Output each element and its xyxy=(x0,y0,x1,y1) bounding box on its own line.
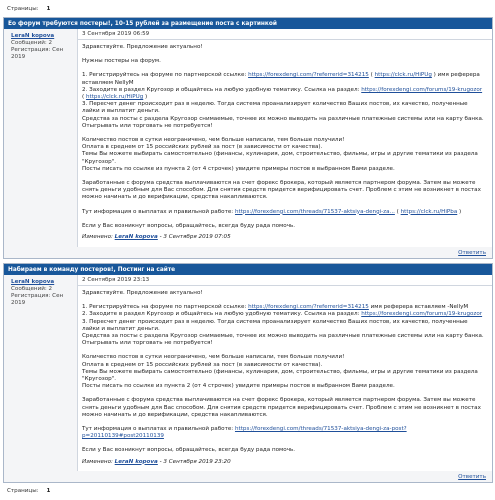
paragraph-3: Заработанные с форума средства выплачиваются на счет форекс брокера, который является партнером форума. Затем вы можете снять деньги удобным для Вас способом. Для снятия средств придется верифицировать счет. Проблем с этим не возникнет в постах можно начинать и до верификации, средства накапливаются. xyxy=(82,397,481,418)
post-2 xyxy=(3,263,493,483)
krugozor-link[interactable]: https://forexdengi.com/forums/19-krugozor xyxy=(361,311,483,318)
author-name[interactable]: LeraN kopova xyxy=(11,279,55,285)
paragraph-3: Заработанные с форума средства выплачиваются на счет форекс брокера, который является партнером форума. Затем вы можете снять деньги удобным для Вас способом. Для снятия средств придется верифицировать счет. Проблем с этим не возникнет в постах можно начинать и до верификации, средства накапливаются. xyxy=(82,180,481,201)
need-posters: Нужны постеры на форум. xyxy=(82,58,161,65)
paragraph-1: Средства за посты с раздела Кругозор снимаемые, точнее их можно выводить на различные платежные системы или на карту банка. Отыгрывать или торговать не потребуется! xyxy=(82,115,484,129)
questions: Если у Вас возникнут вопросы, обращайтесь, всегда буду рада помочь. xyxy=(82,447,296,454)
steps: 1. Регистрируйтесь на форуме по партнерской ссылке: https://forexdengi.com/?referrerid=314215 имя реферера вставляем -NellyM 2. Заходите в раздел Кругозор и общайтесь на любую удобную тематику. Ссылка на раздел: https://forexdengi.com/forums/19-krugozor 3. Пересчет денег происходит раз в неделю. Тогда система проанализирует количество Ваших постов, их качество, полученные лайки и выплатит деньги. Средства за посты с раздела Кругозор снимаемые, точнее их можно выводить на различные платежные системы или на карту банка. Отыгрывать или торговать не потребуется! xyxy=(82,304,484,347)
edited-by[interactable]: LeraN kopova xyxy=(114,234,158,241)
author-registration-year: 2019 xyxy=(11,54,26,60)
referral-link[interactable]: https://forexdengi.com/?referrerid=314215 xyxy=(248,72,369,79)
short-link-2[interactable]: https://clck.ru/HiPUg xyxy=(85,94,144,101)
payouts-line: Тут информация о выплатах и правильной работе: https://forexdengi.com/threads/71537-aktsiya-dengi-za... ( https://clck.ru/HiPba ) xyxy=(82,208,462,215)
post-body xyxy=(78,286,492,466)
reply-area xyxy=(4,247,492,258)
author-registration: Регистрация: Сен xyxy=(11,293,64,299)
post-1 xyxy=(3,17,493,259)
edited-by[interactable]: LeraN kopova xyxy=(114,458,158,465)
step-3: 3. Пересчет денег происходит раз в неделю. Тогда система проанализирует количество Ваших постов, их качество, полученные лайки и выплатит деньги. xyxy=(82,101,468,115)
author-registration: Регистрация: Сен xyxy=(11,47,64,53)
referral-link[interactable]: https://forexdengi.com/?referrerid=314215 xyxy=(248,304,369,311)
reply-link[interactable]: Ответить xyxy=(458,249,486,256)
greeting: Здравствуйте. Предложение актуально! xyxy=(82,44,203,50)
paragraph-2: Количество постов в сутки неограничено, чем больше написали, тем больше получили! Оплата в среднем от 15 российских рублей за пост (в зависимости от качества). Темы Вы можете выбирать самостоятельно (финансы, кулинария, дом, строительство, фильмы, игры и другие тематики из раздела "Кругозор". Посты писать по ссылке из пункта 2 (от 4 строчек) увидите примеры постов в выбранном Вами разделе. xyxy=(82,354,478,390)
post-body xyxy=(78,40,492,241)
pager-current-page[interactable]: 1 xyxy=(46,488,51,494)
post-date: 2 Сентября 2019 23:13 xyxy=(78,275,492,286)
payouts-line: Тут информация о выплатах и правильной работе: https://forexdengi.com/threads/71537-aktsiya-dengi-za-post?p=20110139#post20110139 xyxy=(82,426,407,440)
post-message xyxy=(77,275,492,471)
author-messages: Сообщений: 2 xyxy=(11,40,53,46)
edited-note: Изменено: LeraN kopova - 3 Сентября 2019 07:05 xyxy=(82,234,231,241)
post-title[interactable]: Ео форум требуются постеры!, 10-15 рублей за размещение поста с картинкой xyxy=(4,18,492,29)
payouts-short-link[interactable]: https://clck.ru/HiPba xyxy=(400,208,458,215)
questions: Если у Вас возникнут вопросы, обращайтесь, всегда буду рада помочь. xyxy=(82,222,296,229)
author-registration-year: 2019 xyxy=(11,300,26,306)
pager-label: Страницы: xyxy=(7,488,39,494)
steps: 1. Регистрируйтесь на форуме по партнерской ссылке: https://forexdengi.com/?referrerid=314215 ( https://clck.ru/HiPUg ) имя реферера вставляем NellyM 2. Заходите в раздел Кругозор и общайтесь на любую удобную тематику. Ссылка на раздел: https://forexdengi.com/forums/19-krugozor ( https://clck.ru/HiPUg ) 3. Пересчет денег происходит раз в неделю. Тогда система проанализирует количество Ваших постов, их качество, полученные лайки и выплатит деньги. Средства за посты с раздела Кругозор снимаемые, точнее их можно выводить на различные платежные системы или на карту банка. Отыгрывать или торговать не потребуется! xyxy=(82,72,484,129)
pager-current-page[interactable]: 1 xyxy=(46,6,51,12)
greeting: Здравствуйте. Предложение актуально! xyxy=(82,290,203,296)
pager-bottom xyxy=(0,484,50,498)
edited-note: Изменено: LeraN kopova - 3 Сентября 2019 23:20 xyxy=(82,458,231,465)
author-info xyxy=(4,29,77,247)
author-messages: Сообщений: 2 xyxy=(11,286,53,292)
post-title[interactable]: Набираем в команду постеров!, Постинг на сайте xyxy=(4,264,492,275)
paragraph-1: Средства за посты с раздела Кругозор снимаемые, точнее их можно выводить на различные платежные системы или на карту банка. Отыгрывать или торговать не потребуется! xyxy=(82,333,484,347)
payouts-link[interactable]: https://forexdengi.com/threads/71537-aktsiya-dengi-za... xyxy=(234,208,395,215)
pager-top xyxy=(0,2,50,16)
author-info xyxy=(4,275,77,471)
short-link[interactable]: https://clck.ru/HiPUg xyxy=(374,72,432,79)
step-3: 3. Пересчет денег происходит раз в неделю. Тогда система проанализирует количество Ваших постов, их качество, полученные лайки и выплатит деньги. xyxy=(82,318,468,332)
author-name[interactable]: LeraN kopova xyxy=(11,33,55,39)
pager-label: Страницы: xyxy=(7,6,39,12)
krugozor-link[interactable]: https://forexdengi.com/forums/19-krugozor xyxy=(361,86,483,93)
reply-link[interactable]: Ответить xyxy=(458,473,486,480)
payouts-link[interactable]: https://forexdengi.com/threads/71537-aktsiya-dengi-za-post?p=20110139#post20110139 xyxy=(82,426,407,440)
post-date: 3 Сентября 2019 06:59 xyxy=(78,29,492,40)
paragraph-2: Количество постов в сутки неограничено, чем больше написали, тем больше получили! Оплата в среднем от 15 российских рублей за пост (в зависимости от качества). Темы Вы можете выбирать самостоятельно (финансы, кулинария, дом, строительство, фильмы, игры и другие тематики из раздела "Кругозор". Посты писать по ссылке из пункта 2 (от 4 строчек) увидите примеры постов в выбранном Вами разделе. xyxy=(82,137,478,172)
reply-area xyxy=(4,471,492,482)
post-message xyxy=(77,29,492,247)
